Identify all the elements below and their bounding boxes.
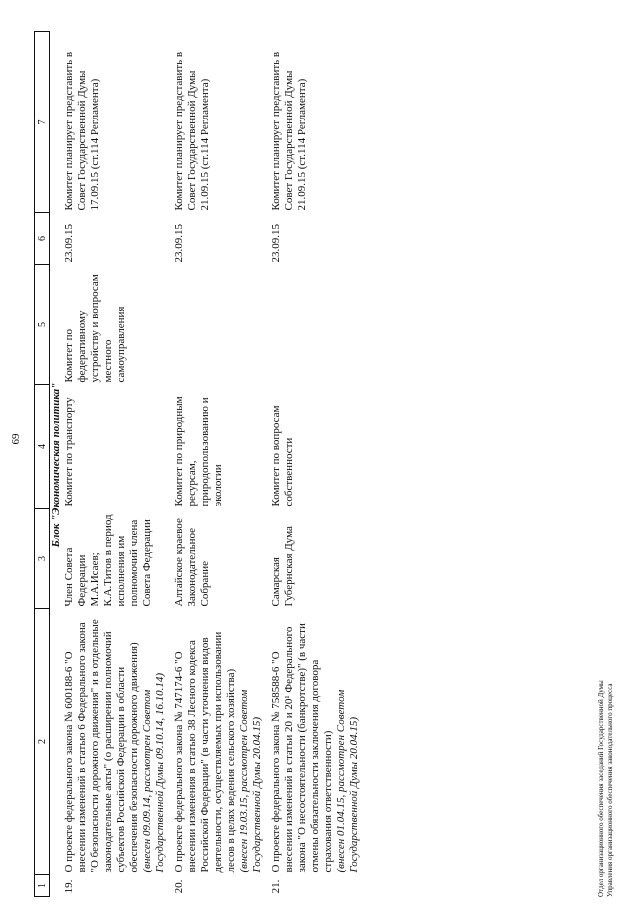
column-header-1: 1 bbox=[35, 875, 50, 897]
date: 23.09.15 bbox=[173, 224, 185, 263]
co-executor bbox=[173, 265, 264, 385]
footer-line-2: Управления организационного обеспечения законодательного процесса bbox=[606, 683, 614, 897]
initiator: Член Совета Федерации М.А.Исаев; К.А.Титов в период исполнения им полномочий члена Совета Федерации bbox=[63, 514, 153, 607]
row-number: 21. bbox=[270, 879, 282, 894]
bill-title: О проекте федерального закона № 600188-6 "О внесении изменений в статью 6 Федерального закона "О безопасности дорожного движения" и в отдельные законодательные акты" (о расширении полномочий субъектов Российской Федерации в области обеспечения безопасности дорожного движения) bbox=[63, 619, 140, 873]
column-header-3: 3 bbox=[35, 509, 50, 609]
date: 23.09.15 bbox=[63, 224, 75, 263]
column-header-7: 7 bbox=[35, 32, 50, 213]
bill-note: (внесен 19.03.15, рассмотрен Советом Государственной Думы 20.04.15) bbox=[238, 689, 263, 873]
co-executor: Комитет по федеративному устройству и вопросам местного самоуправления bbox=[63, 274, 127, 383]
column-header-4: 4 bbox=[35, 385, 50, 509]
bill-title: О проекте федерального закона № 747174-6 "О внесении изменения в статью 38 Лесного кодекса Российской Федерации" (в части уточнения видов деятельности, осуществляемых при использовании лесов в целях ведения сельского хозяйства) bbox=[173, 631, 237, 873]
table-row bbox=[270, 32, 361, 897]
responsible-committee: Комитет по транспорту bbox=[63, 397, 75, 507]
action: Комитет планирует представить в Совет Государственной Думы 21.09.15 (ст.114 Регламента) bbox=[270, 51, 308, 211]
bill-note: (внесен 01.04.15, рассмотрен Советом Государственной Думы 20.04.15) bbox=[335, 689, 360, 873]
initiator: Алтайское краевое Законодательное Собрание bbox=[173, 518, 211, 607]
bill-note: (внесен 09.09.14, рассмотрен Советом Государственной Думы 09.10.14, 16.10.14) bbox=[141, 672, 166, 873]
responsible-committee: Комитет по природным ресурсам, природопользованию и экологии bbox=[173, 396, 224, 507]
co-executor bbox=[270, 265, 361, 385]
block-title: Блок "Экономическая политика" bbox=[50, 382, 62, 548]
table-row bbox=[63, 32, 167, 897]
action: Комитет планирует представить в Совет Государственной Думы 17.09.15 (ст.114 Регламента) bbox=[63, 51, 101, 211]
footer-line-1: Отдел организационного обеспечения заседаний Государственной Думы bbox=[597, 680, 605, 897]
bill-cell bbox=[270, 609, 361, 875]
column-header-row bbox=[35, 32, 50, 897]
page-number: 69 bbox=[10, 433, 22, 445]
bill-title: О проекте федерального закона № 758588-6 "О внесении изменений в статьи 20 и 20¹ Федерального закона "О несостоятельности (банкротстве)" (в части отмены обязательности заключения договора страхования ответственности) bbox=[270, 623, 334, 873]
column-header-5: 5 bbox=[35, 265, 50, 385]
responsible-committee: Комитет по вопросам собственности bbox=[270, 405, 295, 507]
agenda-table bbox=[34, 31, 361, 897]
column-header-6: 6 bbox=[35, 213, 50, 265]
bill-cell bbox=[63, 609, 167, 875]
row-number: 19. bbox=[63, 879, 75, 894]
row-number: 20. bbox=[173, 879, 185, 894]
column-header-2: 2 bbox=[35, 609, 50, 875]
action: Комитет планирует представить в Совет Государственной Думы 21.09.15 (ст.114 Регламента) bbox=[173, 51, 211, 211]
date: 23.09.15 bbox=[270, 224, 282, 263]
bill-cell bbox=[173, 609, 264, 875]
initiator: Самарская Губернская Дума bbox=[270, 526, 295, 607]
table-row bbox=[173, 32, 264, 897]
